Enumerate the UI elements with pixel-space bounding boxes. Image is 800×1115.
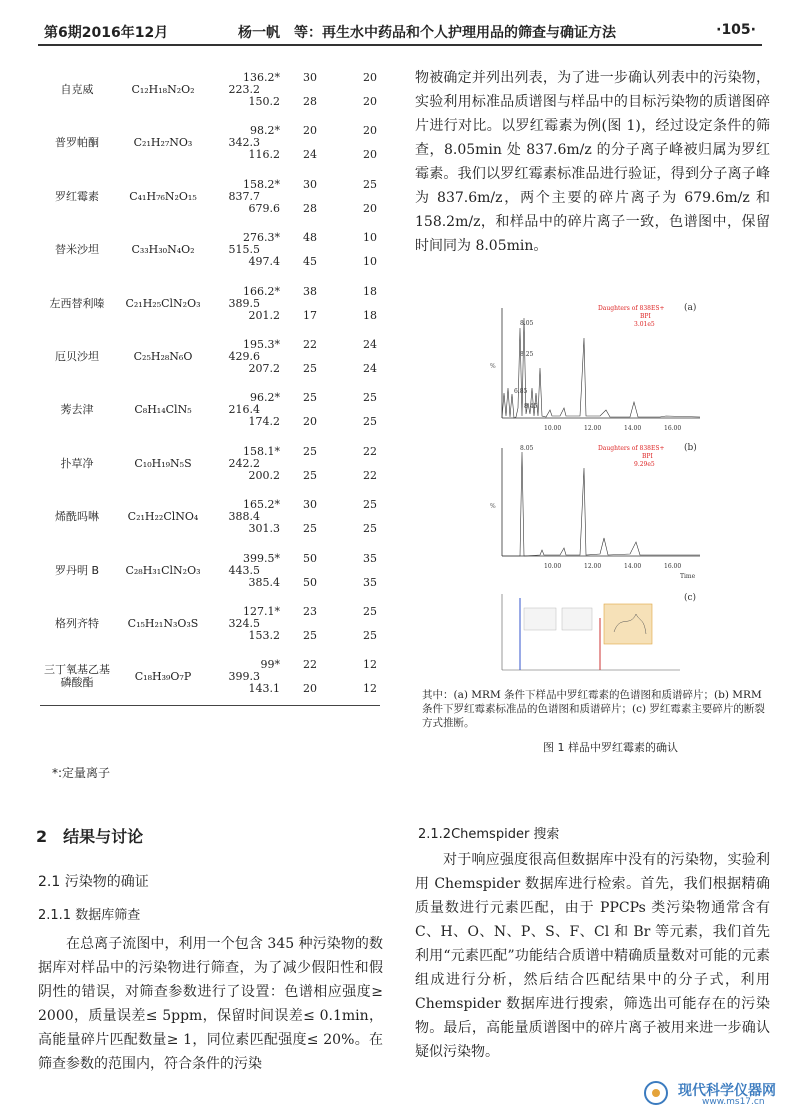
journal-issue: 第6期2016年12月 <box>44 25 169 41</box>
quant-ion: 127.1* <box>243 604 280 618</box>
svg-text:16.00: 16.00 <box>664 563 682 570</box>
cone-voltage: 28 <box>303 201 317 215</box>
cone-voltage: 30 <box>303 71 317 84</box>
watermark-logo-icon <box>640 1080 674 1106</box>
molecular-mass: 837.7 <box>228 189 260 203</box>
molecular-formula: C₄₁H₇₆N₂O₁₅ <box>129 189 197 203</box>
svg-text:16.00: 16.00 <box>664 425 682 432</box>
subsection-heading: 2.1 污染物的确证 <box>38 874 149 890</box>
collision-energy: 25 <box>363 628 377 642</box>
compound-name: 罗丹明 B <box>54 563 100 577</box>
paragraph-database-screening: 在总离子流图中，利用一个包含 345 种污染物的数据库对样品中的污染物进行筛查，为了减少假阳性和假阴性的错误，对筛查参数进行了设置：色谱相应强度≥ 2000，质量误差≤ 5ppm，保留时间误差≤ 0.1min，高能量碎片匹配数量≥ 1，同位素匹配强度≤ 20%。在筛查参数的范围内，符合条件的污染 <box>38 936 383 1072</box>
quant-ion: 98.2* <box>250 124 280 138</box>
figure-1 <box>480 298 710 680</box>
svg-text:BPI: BPI <box>642 453 653 460</box>
collision-energy: 35 <box>363 575 377 589</box>
molecular-formula: C₂₁H₂₇NO₃ <box>133 136 193 150</box>
molecular-mass: 216.4 <box>228 403 260 417</box>
running-title: 杨一帆 等：再生水中药品和个人护理用品的筛查与确证方法 <box>238 25 616 41</box>
collision-energy: 25 <box>363 177 377 191</box>
quant-ion: 399.5* <box>243 551 280 565</box>
cone-voltage: 28 <box>303 95 317 108</box>
svg-text:8.45: 8.45 <box>524 403 538 410</box>
table-row <box>40 224 380 277</box>
collision-energy: 12 <box>363 658 377 672</box>
molecular-formula: C₂₅H₂₈N₆O <box>133 349 193 363</box>
collision-energy: 20 <box>363 71 377 84</box>
compound-name: 罗红霉素 <box>55 189 99 203</box>
chromatogram-b-plot <box>480 438 710 583</box>
cone-voltage: 17 <box>303 308 317 322</box>
compound-name: 格列齐特 <box>55 616 99 630</box>
cone-voltage: 25 <box>303 444 317 458</box>
svg-text:%: % <box>490 363 496 370</box>
qual-ion: 679.6 <box>248 201 280 215</box>
collision-energy: 25 <box>363 391 377 405</box>
qual-ion: 201.2 <box>248 308 280 322</box>
svg-text:Time: Time <box>680 573 696 580</box>
qual-ion: 207.2 <box>248 361 280 375</box>
svg-text:10.00: 10.00 <box>544 563 562 570</box>
collision-energy: 25 <box>363 415 377 429</box>
quant-ion: 195.3* <box>243 337 280 351</box>
collision-energy: 35 <box>363 551 377 565</box>
chromatogram-a-plot <box>480 298 710 436</box>
paragraph-chemspider: 对于响应强度很高但数据库中没有的污染物，实验利用 Chemspider 数据库进行检索。首先，我们根据精确质量数进行元素匹配，由于 PPCPs 类污染物通常含有 C、H、O、N、P、S、F、Cl 和 Br 等元素，我们首先利用“元素匹配”功能结合质谱中精确质量数对可能的元素组成进行分析，然后结合匹配结果中的分子式，利用 Chemspider 数据库进行搜索，筛选出可能存在的污染物。最后，高能量质谱图中的碎片离子被用来进一步确认疑似污染物。 <box>415 852 770 1060</box>
cone-voltage: 25 <box>303 391 317 405</box>
chromatogram-panel-a <box>480 298 710 436</box>
cone-voltage: 20 <box>303 415 317 429</box>
svg-text:14.00: 14.00 <box>624 425 642 432</box>
svg-text:14.00: 14.00 <box>624 563 642 570</box>
svg-text:12.00: 12.00 <box>584 425 602 432</box>
compound-name: 普罗帕酮 <box>55 136 99 150</box>
cone-voltage: 23 <box>303 604 317 618</box>
qual-ion: 143.1 <box>248 682 280 696</box>
collision-energy: 18 <box>363 308 377 322</box>
cone-voltage: 30 <box>303 498 317 512</box>
molecular-mass: 389.5 <box>228 296 260 310</box>
cone-voltage: 22 <box>303 337 317 351</box>
molecular-formula: C₂₁H₂₅ClN₂O₃ <box>125 296 201 310</box>
compound-name: 扑草净 <box>60 456 94 470</box>
quant-ion: 158.2* <box>243 177 280 191</box>
qual-ion: 385.4 <box>248 575 280 589</box>
collision-energy: 25 <box>363 604 377 618</box>
cone-voltage: 48 <box>303 231 317 245</box>
quant-ion: 165.2* <box>243 498 280 512</box>
quant-ion: 166.2* <box>243 284 280 298</box>
molecular-formula: C₂₁H₂₂ClNO₄ <box>127 510 199 524</box>
table-footnote: *:定量离子 <box>52 766 111 780</box>
svg-text:BPI: BPI <box>640 313 651 320</box>
cone-voltage: 50 <box>303 575 317 589</box>
watermark <box>640 1080 790 1108</box>
svg-text:8.25: 8.25 <box>520 351 534 358</box>
watermark-url: www.ms17.cn <box>702 1097 765 1107</box>
figure-caption: 其中：(a) MRM 条件下样品中罗红霉素的色谱图和质谱碎片；(b) MRM 条件下罗红霉素标准品的色谱图和质谱碎片；(c) 罗红霉素主要碎片的断裂方式推断。 <box>422 689 765 729</box>
table-row <box>40 384 380 437</box>
svg-text:Daughters of 838ES+: Daughters of 838ES+ <box>598 305 665 312</box>
svg-text:8.05: 8.05 <box>520 320 534 327</box>
cone-voltage: 24 <box>303 148 317 162</box>
svg-text:9.29e5: 9.29e5 <box>634 461 655 468</box>
cone-voltage: 25 <box>303 361 317 375</box>
table-row <box>40 117 380 170</box>
collision-energy: 20 <box>363 124 377 138</box>
section-heading: 2 结果与讨论 <box>36 827 144 846</box>
molecular-mass: 388.4 <box>228 510 260 524</box>
molecular-formula: C₈H₁₄ClN₅ <box>134 403 192 417</box>
molecular-mass: 324.5 <box>228 616 260 630</box>
compound-name: 左西替利嗪 <box>49 296 105 310</box>
collision-energy: 18 <box>363 284 377 298</box>
svg-text:8.05: 8.05 <box>520 445 534 452</box>
cone-voltage: 25 <box>303 522 317 536</box>
molecular-formula: C₁₈H₃₉O₇P <box>134 670 192 684</box>
molecular-formula: C₃₃H₃₀N₄O₂ <box>131 243 195 257</box>
molecular-mass: 342.3 <box>228 136 260 150</box>
quant-ion: 96.2* <box>250 391 280 405</box>
svg-text:%: % <box>490 503 496 510</box>
cone-voltage: 22 <box>303 658 317 672</box>
subsubsection-heading-chemspider: 2.1.2Chemspider 搜索 <box>418 827 560 842</box>
cone-voltage: 30 <box>303 177 317 191</box>
table-row <box>40 278 380 331</box>
qual-ion: 150.2 <box>248 95 280 108</box>
collision-energy: 20 <box>363 95 377 108</box>
molecular-formula: C₂₈H₃₁ClN₂O₃ <box>125 563 201 577</box>
quant-ion: 276.3* <box>243 231 280 245</box>
compound-name: 厄贝沙坦 <box>55 349 99 363</box>
collision-energy: 20 <box>363 148 377 162</box>
cone-voltage: 20 <box>303 124 317 138</box>
quant-ion: 158.1* <box>243 444 280 458</box>
collision-energy: 22 <box>363 468 377 482</box>
collision-energy: 24 <box>363 337 377 351</box>
compound-name: 自克威 <box>60 83 94 96</box>
qual-ion: 301.3 <box>248 522 280 536</box>
molecular-mass: 429.6 <box>228 349 260 363</box>
cone-voltage: 20 <box>303 682 317 696</box>
svg-text:3.01e5: 3.01e5 <box>634 321 655 328</box>
page-header <box>38 18 762 46</box>
collision-energy: 24 <box>363 361 377 375</box>
table-row <box>40 651 380 704</box>
collision-energy: 12 <box>363 682 377 696</box>
molecular-mass: 443.5 <box>228 563 260 577</box>
svg-text:(a): (a) <box>684 303 697 313</box>
molecular-formula: C₁₂H₁₈N₂O₂ <box>131 83 195 96</box>
subsubsection-heading: 2.1.1 数据库筛查 <box>38 908 141 923</box>
cone-voltage: 25 <box>303 628 317 642</box>
quant-ion: 136.2* <box>243 71 280 84</box>
compound-name: 三丁氧基乙基磷酸酯 <box>44 663 110 690</box>
svg-text:(c): (c) <box>684 593 697 603</box>
compound-name: 替米沙坦 <box>55 243 99 257</box>
molecular-mass: 515.5 <box>228 243 260 257</box>
svg-text:10.00: 10.00 <box>544 425 562 432</box>
table-row <box>40 64 380 117</box>
cone-voltage: 25 <box>303 468 317 482</box>
qual-ion: 116.2 <box>248 148 280 162</box>
collision-energy: 25 <box>363 522 377 536</box>
cone-voltage: 45 <box>303 255 317 269</box>
qual-ion: 497.4 <box>248 255 280 269</box>
qual-ion: 153.2 <box>248 628 280 642</box>
table-row <box>40 331 380 384</box>
qual-ion: 174.2 <box>248 415 280 429</box>
table-row <box>40 598 380 651</box>
molecular-formula: C₁₀H₁₉N₅S <box>134 456 192 470</box>
cone-voltage: 50 <box>303 551 317 565</box>
table-row <box>40 171 380 224</box>
table-row <box>40 491 380 544</box>
collision-energy: 10 <box>363 231 377 245</box>
watermark-text: 现代科学仪器网 <box>678 1083 776 1099</box>
molecular-mass: 242.2 <box>228 456 260 470</box>
svg-text:12.00: 12.00 <box>584 563 602 570</box>
compound-table <box>40 64 380 706</box>
collision-energy: 25 <box>363 498 377 512</box>
table-row <box>40 438 380 491</box>
quant-ion: 99* <box>260 658 280 672</box>
molecular-mass: 223.2 <box>228 83 260 96</box>
compound-name: 莠去津 <box>60 403 94 417</box>
table-row <box>40 545 380 598</box>
qual-ion: 200.2 <box>248 468 280 482</box>
cone-voltage: 38 <box>303 284 317 298</box>
molecular-formula: C₁₅H₂₁N₃O₃S <box>127 616 199 630</box>
fragmentation-panel-c <box>480 588 710 680</box>
svg-text:Daughters of 838ES+: Daughters of 838ES+ <box>598 445 665 452</box>
molecular-mass: 399.3 <box>228 670 260 684</box>
collision-energy: 10 <box>363 255 377 269</box>
page-number: ·105· <box>716 22 756 38</box>
collision-energy: 22 <box>363 444 377 458</box>
fragmentation-plot <box>480 588 710 680</box>
paragraph-confirmation: 物被确定并列出列表，为了进一步确认列表中的污染物，实验利用标准品质谱图与样品中的目标污染物的质谱图碎片进行对比。以罗红霉素为例(图 1)，经过设定条件的筛查，8.05min 处 837.6m/z 的分子离子峰被归属为罗红霉素。我们以罗红霉素标准品进行验证，得到分子离子峰为 837.6m/z，两个主要的碎片离子为 679.6m/z 和 158.2m/z，和样品中的碎片离子一致，色谱图中，保留时间同为 8.05min。 <box>415 70 770 254</box>
chromatogram-panel-b <box>480 438 710 583</box>
collision-energy: 20 <box>363 201 377 215</box>
compound-name: 烯酰吗啉 <box>55 510 99 524</box>
svg-text:6.85: 6.85 <box>514 388 528 395</box>
figure-title: 图 1 样品中罗红霉素的确认 <box>543 741 678 754</box>
svg-text:(b): (b) <box>684 443 697 453</box>
